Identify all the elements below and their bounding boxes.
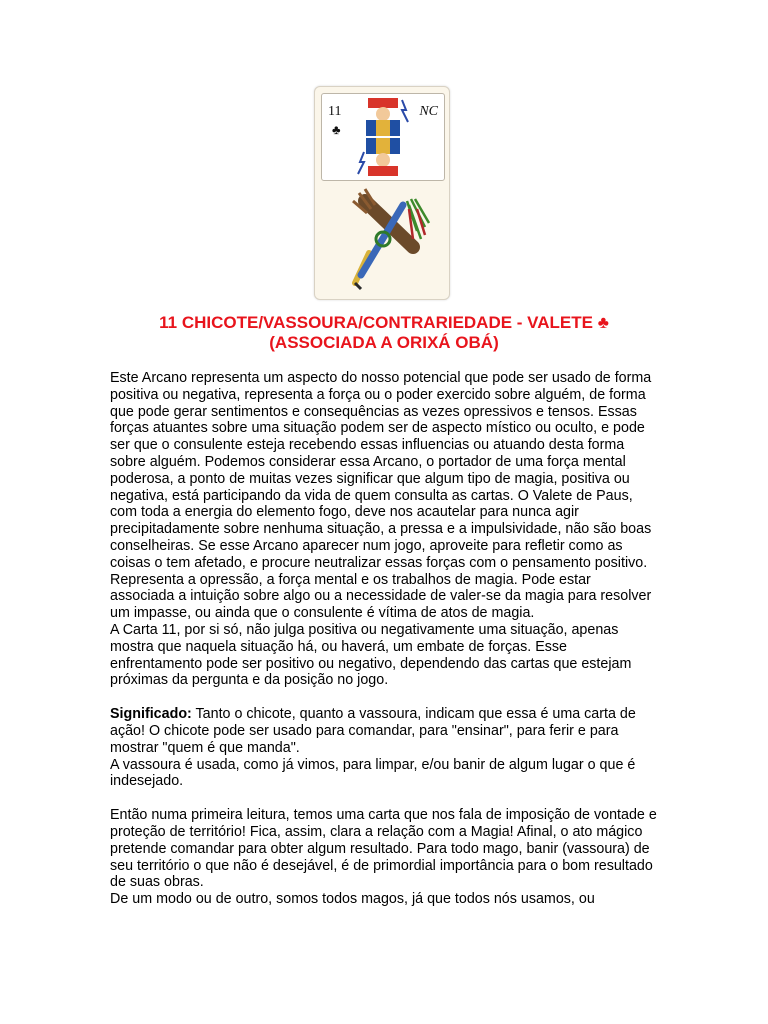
paragraph-carta-11: A Carta 11, por si só, não julga positiva ou negativamente uma situação, apenas mostra que naquela situação há, ou haverá, um embate de forças. Esse enfrentamento pode ser positivo ou negativo, dependendo das cartas que estejam próximas da pergunta e da posição no jogo.	[110, 621, 632, 689]
title-line-1: 11 CHICOTE/VASSOURA/CONTRARIEDADE - VALETE ♣	[159, 313, 609, 332]
club-suit-icon: ♣	[332, 122, 341, 137]
page-title	[110, 313, 658, 353]
paragraph-significado	[110, 706, 658, 756]
significado-label: Significado:	[110, 706, 192, 723]
card-illustration	[314, 86, 450, 300]
paragraph-intro: Este Arcano representa um aspecto do nosso potencial que pode ser usado de forma positiva ou negativa, representa a força ou o poder exercido sobre alguém, de forma que pode gerar sentimentos e consequências as vezes opressivos e tensos. Essas forças atuantes sobre uma situação podem ser de aspecto místico ou oculto, e pode ser que o consulente esteja recebendo essas influencias ou atuando desta forma sobre alguém. Podemos considerar essa Arcano, o portador de uma força mental poderosa, a ponto de muitas vezes significar que algum tipo de magia, positiva ou negativa, está participando da vida de quem consulta as cartas. O Valete de Paus, com toda a energia do elemento fogo, deve nos acautelar para nunca agir precipitadamente sobre nenhuma situação, a pressa e a impulsividade, não são boas conselheiras. Se esse Arcano aparecer num jogo, aproveite para refletir como as coisas o tem afetado, e procure neutralizar essas forças com o pensamento positivo. Representa a opressão, a força mental e os trabalhos de magia. Pode estar associada a intuição sobre algo ou a necessidade de valer-se da magia para resolver um impasse, ou ainda que o consulente é vítima de atos de magia.	[110, 370, 652, 622]
jack-figure-icon	[354, 96, 412, 178]
paragraph-leitura: Então numa primeira leitura, temos uma carta que nos fala de imposição de vontade e proteção de território! Fica, assim, clara a relação com a Magia! Afinal, o ato mágico pretende comandar para obter algum resultado. Para todo mago, banir (vassoura) de seu território o que não é desejável, é de primordial importância para o bom resultado de suas obras.	[110, 807, 657, 891]
card-monogram: NC	[419, 104, 438, 119]
significado-text: Tanto o chicote, quanto a vassoura, indicam que essa é uma carta de ação! O chicote pode ser usado para comandar, para "ensinar", para ferir e para mostrar "quem é que manda".	[110, 706, 636, 756]
jack-of-clubs-card	[321, 93, 445, 181]
paragraph-vassoura: A vassoura é usada, como já vimos, para limpar, e/ou banir de algum lugar o que é indesejado.	[110, 756, 636, 790]
spacer	[110, 689, 658, 706]
whip-and-broom-icon	[325, 183, 439, 293]
card-number: 11	[328, 104, 342, 119]
article-body	[110, 370, 658, 908]
paragraph-magos: De um modo ou de outro, somos todos magos, já que todos nós usamos, ou	[110, 891, 595, 908]
spacer	[110, 790, 658, 807]
title-line-2: (ASSOCIADA A ORIXÁ OBÁ)	[269, 333, 499, 352]
